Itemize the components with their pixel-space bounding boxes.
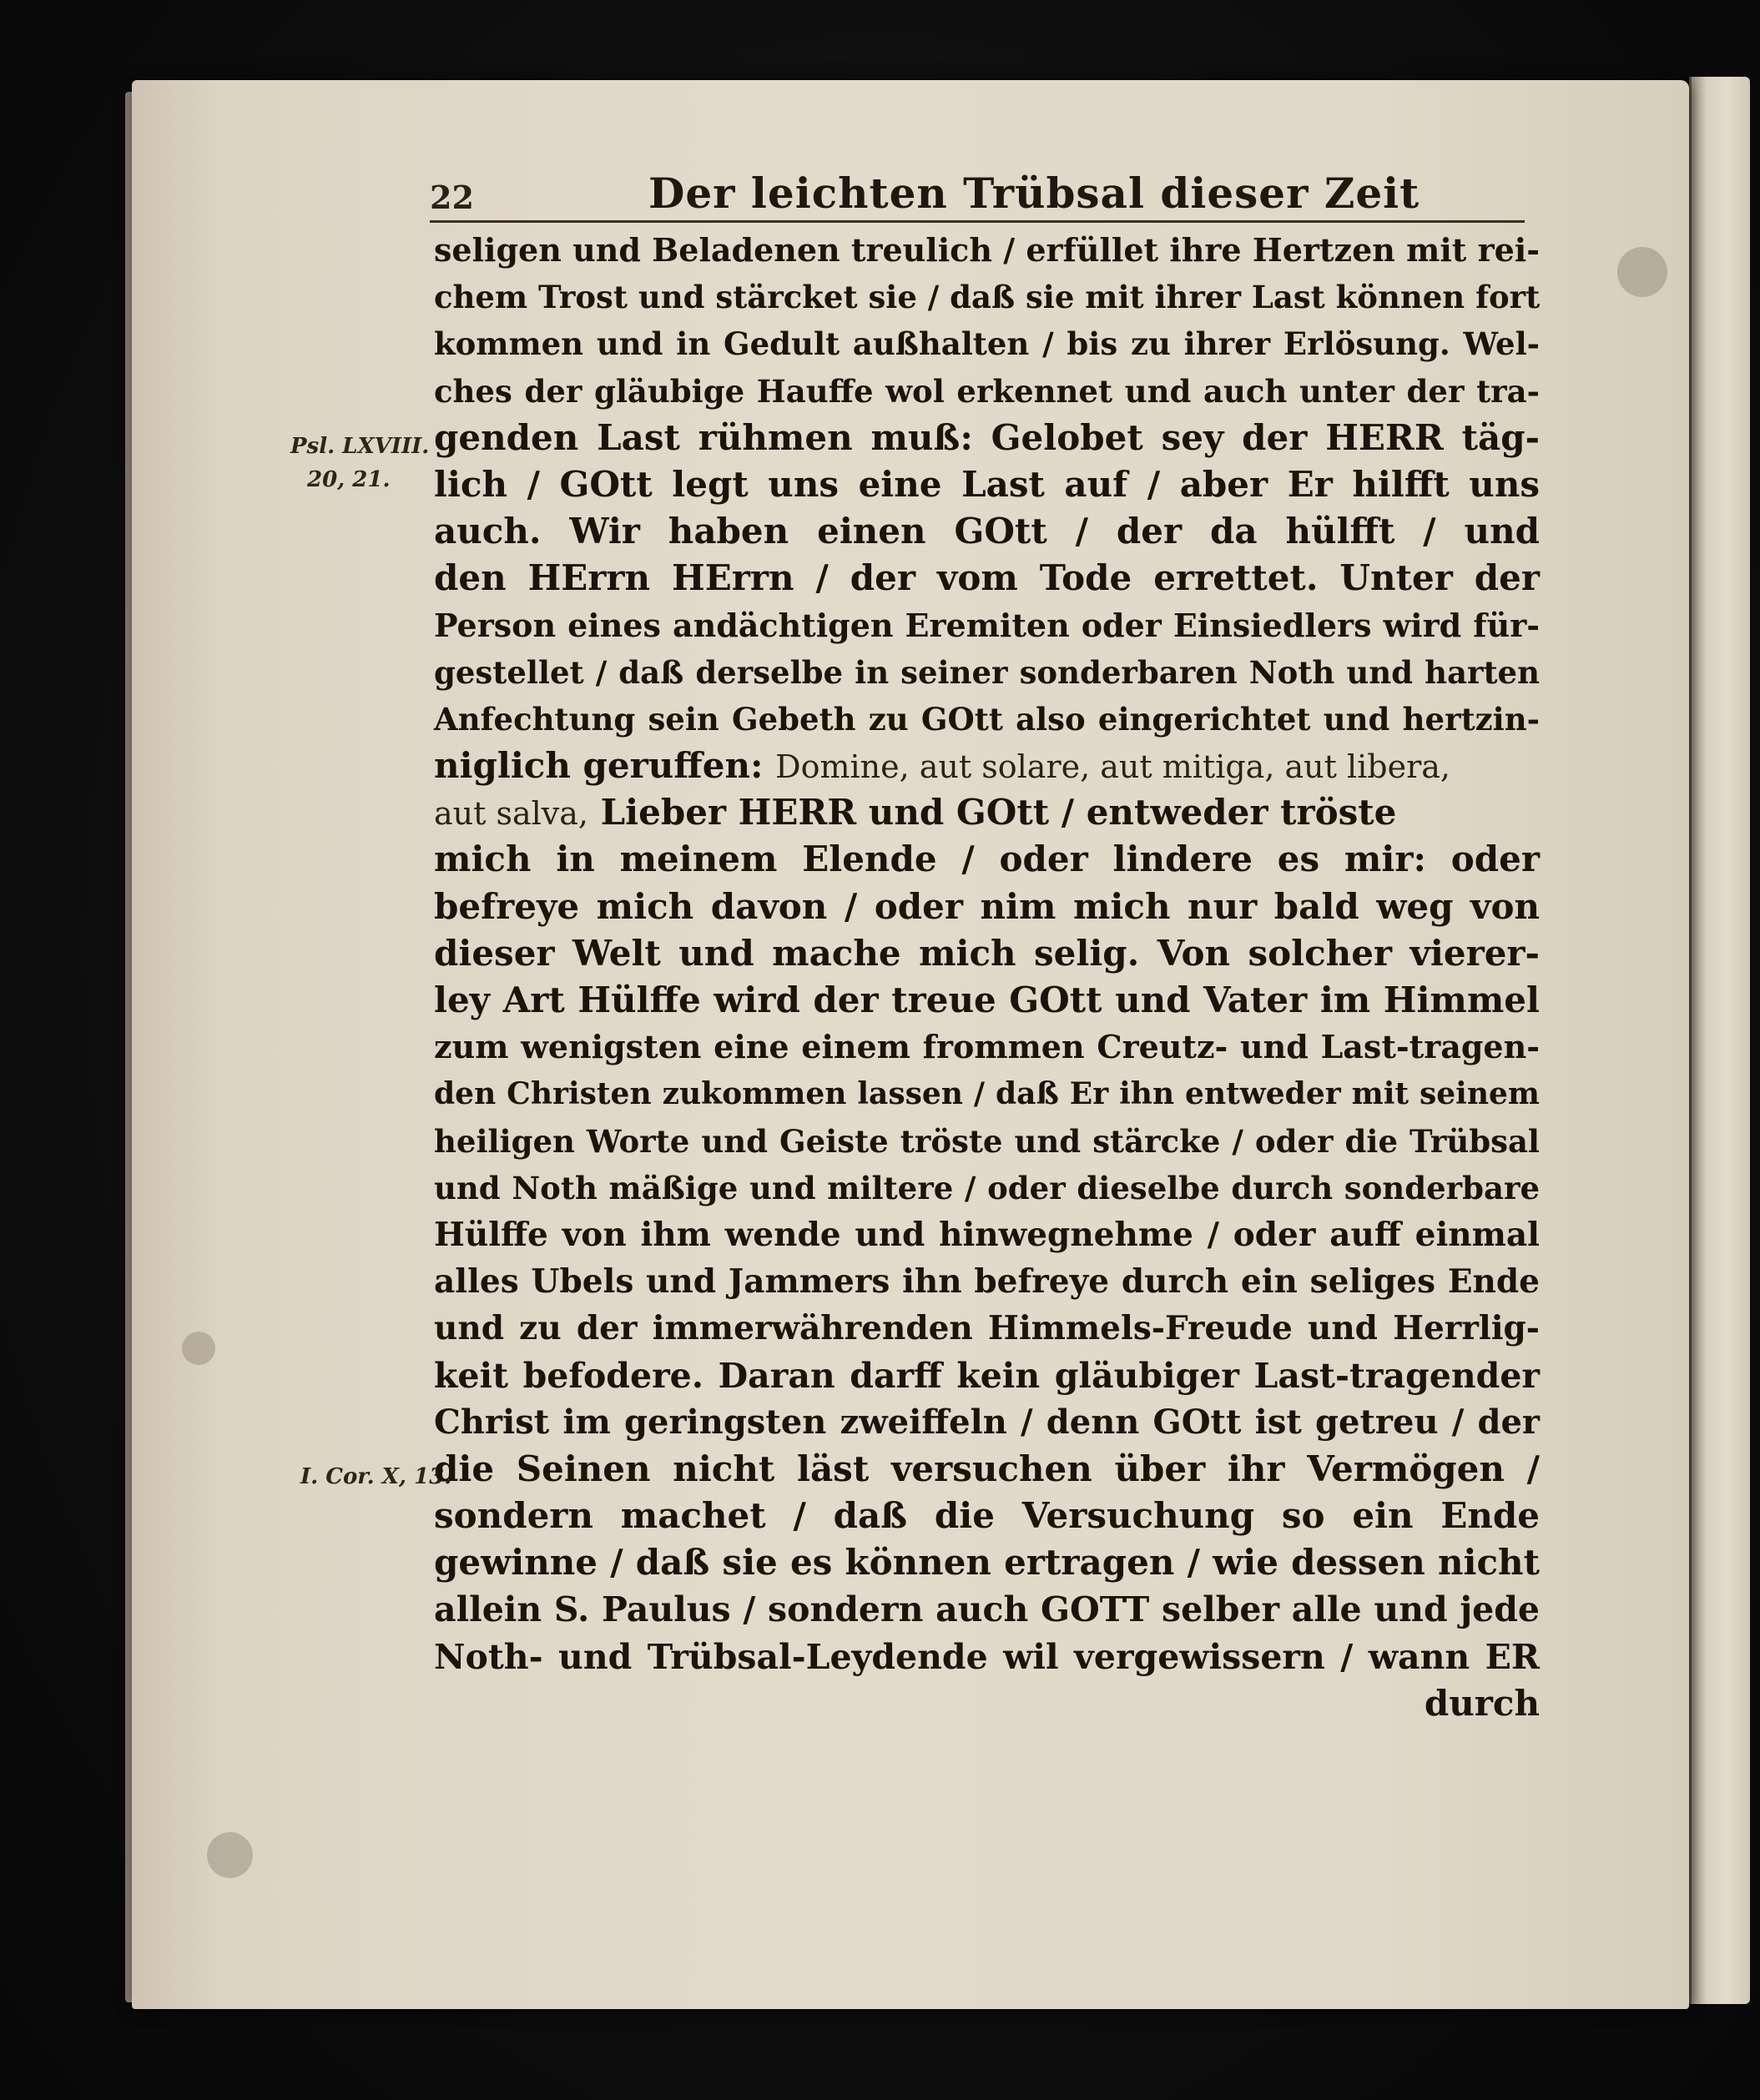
paper-stain bbox=[1617, 247, 1667, 297]
catchword: durch bbox=[1424, 1682, 1540, 1724]
text-line: alles Ubels und Jammers ihn befreye durch ein seliges Ende bbox=[434, 1262, 1540, 1302]
text-line: chem Trost und stärcket sie / daß sie mit ihrer Last können fort bbox=[434, 279, 1541, 316]
paper-stain bbox=[207, 1832, 253, 1878]
latin-quote: Domine, aut solare, aut mitiga, aut libera, bbox=[775, 748, 1450, 786]
text-line: und zu der immerwährenden Himmels-Freude und Herrlig- bbox=[434, 1309, 1540, 1348]
text-line: den HErrn HErrn / der vom Tode errettet. Unter der bbox=[434, 557, 1540, 599]
text-line: Anfechtung sein Gebeth zu GOtt also eingerichtet und hertzin- bbox=[434, 700, 1540, 738]
adjacent-page-edge bbox=[1689, 77, 1750, 2004]
text-line: kommen und in Gedult außhalten / bis zu ihrer Erlösung. Wel- bbox=[434, 325, 1540, 363]
text-segment: Lieber HERR und GOtt / entweder tröste bbox=[600, 792, 1397, 833]
page-number: 22 bbox=[430, 179, 474, 216]
text-line: lich / GOtt legt uns eine Last auf / aber Er hilfft uns bbox=[434, 463, 1540, 505]
margin-note: Psl. LXVIII. bbox=[290, 434, 430, 459]
text-line: gewinne / daß sie es können ertragen / wie dessen nicht bbox=[434, 1542, 1540, 1584]
page-header bbox=[430, 167, 1525, 223]
text-line: auch. Wir haben einen GOtt / der da hülfft / und bbox=[434, 511, 1540, 552]
text-line: den Christen zukommen lassen / daß Er ihn entweder mit seinem bbox=[434, 1076, 1540, 1112]
running-title: Der leichten Trübsal dieser Zeit bbox=[648, 169, 1420, 218]
text-line: allein S. Paulus / sondern auch GOTT selber alle und jede bbox=[434, 1589, 1540, 1630]
text-line: und Noth mäßige und miltere / oder dieselbe durch sonderbare bbox=[434, 1169, 1540, 1206]
text-line: Hülffe von ihm wende und hinwegnehme / oder auff einmal bbox=[434, 1215, 1540, 1254]
text-line: gestellet / daß derselbe in seiner sonderbaren Noth und harten bbox=[434, 653, 1540, 691]
text-line: Person eines andächtigen Eremiten oder Einsiedlers wird für- bbox=[434, 606, 1540, 644]
text-line: Noth- und Trübsal-Leydende wil vergewissern / wann ER bbox=[434, 1636, 1540, 1677]
text-line: ley Art Hülffe wird der treue GOtt und Vater im Himmel bbox=[434, 979, 1540, 1020]
text-line bbox=[434, 743, 1540, 789]
text-line: die Seinen nicht läst versuchen über ihr Vermögen / bbox=[434, 1448, 1540, 1489]
margin-note: I. Cor. X, 13. bbox=[300, 1464, 452, 1489]
text-line: mich in meinem Elende / oder lindere es mir: oder bbox=[434, 838, 1540, 880]
margin-note: 20, 21. bbox=[307, 467, 391, 492]
text-line: zum wenigsten eine einem frommen Creutz- und Last-tragen- bbox=[434, 1028, 1540, 1066]
text-line: keit befodere. Daran darff kein gläubiger Last-tragender bbox=[434, 1355, 1540, 1396]
text-line: dieser Welt und mache mich selig. Von solcher vierer- bbox=[434, 932, 1540, 974]
latin-quote-end: aut salva, bbox=[434, 795, 588, 833]
text-line: Christ im geringsten zweiffeln / denn GOtt ist getreu / der bbox=[434, 1402, 1540, 1442]
text-line: heiligen Worte und Geiste tröste und stärcke / oder die Trübsal bbox=[434, 1122, 1540, 1160]
text-line: genden Last rühmen muß: Gelobet sey der HERR täg- bbox=[434, 416, 1540, 458]
text-line bbox=[434, 789, 1540, 836]
paper-stain bbox=[182, 1332, 215, 1365]
body-text bbox=[434, 227, 1540, 1727]
text-segment: niglich geruffen: bbox=[434, 745, 764, 787]
text-line: befreye mich davon / oder nim mich nur bald weg von bbox=[434, 885, 1540, 927]
text-line: ches der gläubige Hauffe wol erkennet und auch unter der tra- bbox=[434, 372, 1540, 410]
text-line: seligen und Beladenen treulich / erfüllet ihre Hertzen mit rei- bbox=[434, 231, 1540, 269]
text-line: sondern machet / daß die Versuchung so ein Ende bbox=[434, 1495, 1540, 1537]
